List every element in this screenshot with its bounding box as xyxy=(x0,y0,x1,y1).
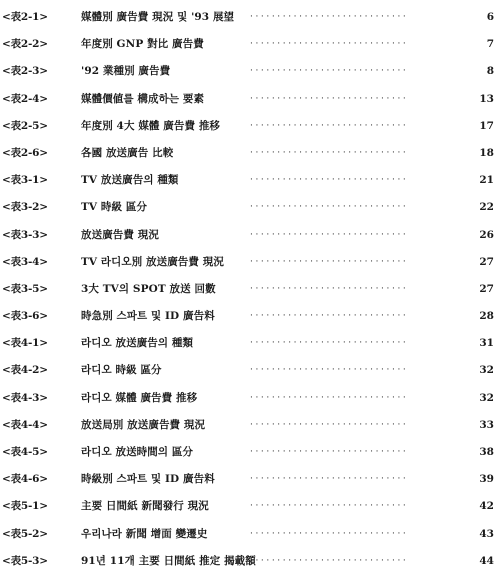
toc-entry[interactable] xyxy=(0,493,502,520)
table-title: 라디오 時級 區分 xyxy=(81,364,162,377)
page-number: 21 xyxy=(479,174,494,187)
page-number: 7 xyxy=(486,38,494,51)
toc-entry[interactable] xyxy=(0,86,502,113)
toc-entry[interactable] xyxy=(0,4,502,31)
toc-entry[interactable] xyxy=(0,466,502,493)
toc-entry[interactable] xyxy=(0,58,502,85)
toc-entry[interactable] xyxy=(0,357,502,384)
table-title: 라디오 媒體 廣告費 推移 xyxy=(81,391,198,404)
leader-dots: ····························· xyxy=(250,120,409,131)
page-number: 27 xyxy=(479,282,494,295)
table-title: 主要 日間紙 新聞發行 現況 xyxy=(81,500,209,513)
table-number: <表3-2> xyxy=(2,201,48,214)
leader-dots: ····························· xyxy=(250,12,409,22)
leader-dots: ····························· xyxy=(250,447,409,457)
table-title: 時級別 스파트 및 ID 廣告料 xyxy=(81,473,215,486)
page-number: 32 xyxy=(479,391,494,404)
toc-entry[interactable] xyxy=(0,330,502,357)
table-title: 媒體別 廣告費 現況 및 '93 展望 xyxy=(81,11,235,23)
table-title: TV 라디오別 放送廣告費 現況 xyxy=(81,255,224,268)
page-number: 42 xyxy=(479,500,494,513)
leader-dots: ····························· xyxy=(250,283,409,294)
page-number: 17 xyxy=(479,119,494,132)
page-number: 39 xyxy=(479,473,494,486)
table-number: <表4-2> xyxy=(2,364,48,377)
table-number: <表2-5> xyxy=(2,119,48,132)
table-title: 媒體價値를 構成하는 要素 xyxy=(81,92,205,105)
leader-dots: ····························· xyxy=(250,39,409,50)
leader-dots: ····························· xyxy=(250,555,409,566)
table-number: <表3-6> xyxy=(2,310,48,323)
leader-dots: ····························· xyxy=(250,501,409,512)
leader-dots: ····························· xyxy=(250,147,409,158)
table-number: <表2-1> xyxy=(2,11,48,23)
table-number: <表4-5> xyxy=(2,446,48,458)
table-title: TV 時級 區分 xyxy=(81,201,148,214)
table-title: 91년 11개 主要 日間紙 推定 揭載額 xyxy=(81,554,256,567)
toc-entry[interactable] xyxy=(0,412,502,439)
table-number: <表2-6> xyxy=(2,146,48,159)
page-number: 26 xyxy=(479,228,494,241)
leader-dots: ····························· xyxy=(250,474,409,485)
toc-entry[interactable] xyxy=(0,222,502,249)
page-number: 32 xyxy=(479,364,494,377)
leader-dots: ····························· xyxy=(250,392,409,403)
table-title: 放送局別 放送廣告費 現況 xyxy=(81,418,206,431)
table-number: <表4-3> xyxy=(2,391,48,404)
toc-entry[interactable] xyxy=(0,249,502,276)
table-number: <表3-1> xyxy=(2,174,48,187)
page-number: 38 xyxy=(479,446,494,458)
table-title: TV 放送廣告의 種類 xyxy=(81,174,179,187)
page-number: 13 xyxy=(479,92,494,105)
table-number: <表5-2> xyxy=(2,527,48,540)
leader-dots: ····························· xyxy=(250,66,409,77)
page-number: 43 xyxy=(479,527,494,540)
table-title: 年度別 4大 媒體 廣告費 推移 xyxy=(81,119,221,132)
table-title: 各國 放送廣告 比較 xyxy=(81,146,174,159)
leader-dots: ····························· xyxy=(250,338,409,349)
table-number: <表5-1> xyxy=(2,500,48,513)
leader-dots: ····························· xyxy=(250,202,409,213)
leader-dots: ····························· xyxy=(250,365,409,376)
table-number: <表2-2> xyxy=(2,38,48,51)
table-title: '92 業種別 廣告費 xyxy=(81,65,171,78)
table-number: <表2-4> xyxy=(2,92,48,105)
page-number: 18 xyxy=(479,146,494,159)
table-number: <表2-3> xyxy=(2,65,48,78)
table-number: <表3-5> xyxy=(2,282,48,295)
table-number: <表3-3> xyxy=(2,228,48,241)
page-number: 33 xyxy=(479,418,494,431)
leader-dots: ····························· xyxy=(250,528,409,539)
toc-entry[interactable] xyxy=(0,194,502,221)
leader-dots: ····························· xyxy=(250,419,409,430)
toc-entry[interactable] xyxy=(0,31,502,58)
leader-dots: ····························· xyxy=(250,311,409,322)
leader-dots: ····························· xyxy=(250,175,409,186)
table-title: 放送廣告費 現況 xyxy=(81,228,159,241)
toc-entry[interactable] xyxy=(0,521,502,548)
table-title: 라디오 放送廣告의 種類 xyxy=(81,337,194,350)
toc-entry[interactable] xyxy=(0,276,502,303)
table-number: <表4-4> xyxy=(2,418,48,431)
leader-dots: ····························· xyxy=(250,93,409,104)
page-number: 44 xyxy=(479,554,494,567)
table-number: <表4-6> xyxy=(2,473,48,486)
table-number: <表4-1> xyxy=(2,337,48,350)
page-number: 28 xyxy=(479,310,494,323)
leader-dots: ····························· xyxy=(250,229,409,240)
toc-entry[interactable] xyxy=(0,167,502,194)
table-title: 우리나라 新聞 增面 變遷史 xyxy=(81,527,208,540)
page-number: 8 xyxy=(486,65,494,78)
toc-entry[interactable] xyxy=(0,140,502,167)
table-number: <表3-4> xyxy=(2,255,48,268)
table-title: 年度別 GNP 對比 廣告費 xyxy=(81,38,204,51)
toc-entry[interactable] xyxy=(0,439,502,466)
toc-entry[interactable] xyxy=(0,303,502,330)
toc-entry[interactable] xyxy=(0,385,502,412)
table-title: 3大 TV의 SPOT 放送 回數 xyxy=(81,282,216,295)
page-number: 31 xyxy=(479,337,494,350)
page-number: 6 xyxy=(486,11,494,23)
table-title: 라디오 放送時間의 區分 xyxy=(81,446,194,458)
table-title: 時急別 스파트 및 ID 廣告料 xyxy=(81,310,215,323)
page-number: 22 xyxy=(479,201,494,214)
toc-entry[interactable] xyxy=(0,113,502,140)
toc-entry[interactable] xyxy=(0,548,502,575)
table-number: <表5-3> xyxy=(2,554,48,567)
leader-dots: ····························· xyxy=(250,256,409,267)
page-number: 27 xyxy=(479,255,494,268)
table-of-contents xyxy=(0,4,502,575)
